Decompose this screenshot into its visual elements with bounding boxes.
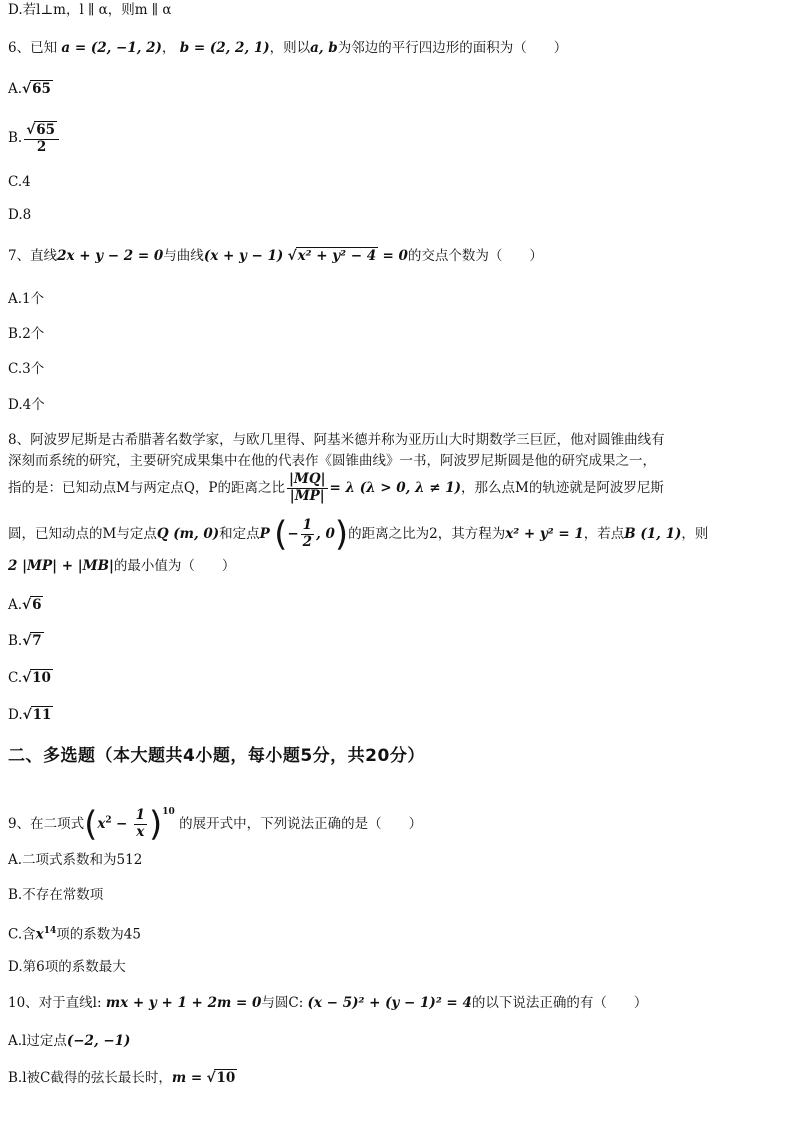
sqrt-icon: √ [206, 1070, 216, 1086]
q8-option-d-label: D. [8, 707, 23, 723]
q7-option-b [8, 324, 786, 344]
minus-sign: − [287, 526, 299, 542]
q8-option-b-label: B. [8, 633, 23, 649]
q10-option-b-radicand: 10 [216, 1070, 236, 1086]
q7-option-d-text: D.4个 [8, 397, 45, 413]
q8-option-d [8, 705, 786, 725]
q7-curve-left: (x + y − 1) [203, 248, 284, 264]
q7-option-a-text: A.1个 [8, 291, 45, 307]
q7-curve-right: = 0 [382, 248, 408, 264]
q9-fraction [134, 808, 147, 840]
section-heading [8, 746, 786, 766]
q9-option-c-x: x [35, 926, 44, 943]
q6-option-d-text: D.8 [8, 207, 32, 223]
q6-option-b-radicand: 65 [36, 122, 56, 139]
q8-line-3 [8, 468, 786, 508]
q7-curve-radicand: x² + y² − 4 [297, 248, 377, 264]
q9-frac-denominator: x [136, 824, 145, 840]
q8-ratio-numerator: |MQ| [288, 471, 326, 488]
q9-option-a [8, 850, 786, 870]
q8-point-p-denominator: 2 [302, 534, 313, 550]
q8-point-p-letter: P [259, 526, 270, 542]
q9-stem-prefix: 在二项式 [30, 816, 85, 832]
q7-option-b-text: B.2个 [8, 326, 45, 342]
q8-point-b: B (1, 1) [624, 526, 682, 542]
sqrt-icon: √ [26, 122, 36, 139]
q8-option-b-radicand: 7 [32, 633, 42, 649]
q8-number: 8、 [8, 432, 31, 448]
q8-line-4 [8, 514, 786, 554]
q8-line-4-suffix: ，则 [681, 526, 709, 542]
q9-option-d-text: D.第6项的系数最大 [8, 959, 126, 975]
q7-stem [8, 246, 786, 266]
q8-line-5 [8, 556, 786, 576]
right-paren-icon: ) [334, 514, 349, 555]
q8-line-1-text: 阿波罗尼斯是古希腊著名数学家，与欧几里得、阿基米德并称为亚历山大时期数学三巨匠，他对圆锥曲线有 [30, 432, 665, 448]
q6-option-d [8, 205, 786, 225]
q7-number: 7、 [8, 248, 31, 264]
sqrt-icon: √ [22, 81, 32, 97]
q10-circle-equation: (x − 5)² + (y − 1)² = 4 [307, 995, 472, 1011]
q9-option-a-text: A.二项式系数和为512 [8, 852, 143, 868]
q9-option-c-prefix: C.含 [8, 926, 36, 943]
q7-stem-prefix: 直线 [30, 248, 58, 264]
q8-line-2-text: 深刻而系统的研究，主要研究成果集中在他的代表作《圆锥曲线》一书，阿波罗尼斯圆是他的研究成果之一， [8, 453, 656, 469]
q6-option-c-text: C.4 [8, 174, 31, 190]
q8-option-c-radicand: 10 [32, 670, 51, 686]
q10-option-a-point: (−2, −1) [66, 1033, 131, 1049]
q8-line-3-suffix: ，那么点M的轨迹就是阿波罗尼斯 [461, 480, 664, 496]
q7-option-c-text: C.3个 [8, 361, 45, 377]
q7-stem-mid: 与曲线 [163, 248, 204, 264]
q6-option-b-fraction [24, 121, 59, 155]
q8-line-4-mid3: ，若点 [583, 526, 625, 542]
q6-stem-prefix: 已知 [30, 40, 58, 56]
q6-option-c [8, 172, 786, 192]
sqrt-icon: √ [22, 670, 32, 686]
q6-stem-mid: ，则以 [269, 40, 311, 56]
q6-option-a-label: A. [8, 81, 23, 97]
q10-stem [8, 993, 786, 1013]
q8-option-d-radicand: 11 [32, 707, 52, 723]
q10-number: 10、 [8, 995, 39, 1011]
q6-vector-a: a = (2, −1, 2) [61, 40, 162, 56]
q9-option-b-text: B.不存在常数项 [8, 887, 104, 903]
q9-option-c-power: 14 [43, 926, 57, 936]
q9-expr-x: x [97, 816, 106, 832]
q6-option-a-radicand: 65 [32, 81, 51, 97]
q6-stem-suffix: 为邻边的平行四边形的面积为（ ） [337, 40, 568, 56]
q8-circle-equation: x² + y² = 1 [505, 526, 584, 542]
sqrt-icon: √ [22, 597, 32, 613]
left-paren-icon: ( [274, 514, 288, 555]
q7-stem-suffix: 的交点个数为（ ） [407, 248, 543, 264]
q9-option-c-suffix: 项的系数为45 [56, 926, 141, 943]
q10-line-equation: mx + y + 1 + 2m = 0 [105, 995, 262, 1011]
q8-option-a-label: A. [8, 597, 23, 613]
q9-minus: − [115, 816, 128, 832]
q9-option-c [8, 921, 786, 945]
q6-ab: a, b [310, 40, 338, 56]
q9-square-exponent: 2 [105, 815, 112, 826]
q8-option-b [8, 631, 786, 651]
q6-number: 6、 [8, 40, 31, 56]
q8-point-q: Q (m, 0) [156, 526, 220, 542]
q10-option-b-expression: m = [171, 1070, 203, 1086]
q5-option-d [8, 0, 786, 20]
q8-line-4-mid2: 的距离之比为2，其方程为 [348, 526, 506, 542]
q8-point-p-fraction [301, 518, 314, 550]
q10-option-a-prefix: A.l过定点 [8, 1033, 67, 1049]
q8-line-3-prefix: 指的是：已知动点M与两定点Q，P的距离之比 [8, 480, 285, 496]
q6-option-a [8, 79, 786, 99]
q6-option-b [8, 118, 786, 158]
sqrt-icon: √ [287, 248, 297, 264]
q8-ratio-denominator: |MP| [289, 488, 325, 504]
q7-line-equation: 2x + y − 2 = 0 [57, 248, 164, 264]
q5-option-d-text: D.若l⊥m，l ∥ α，则m ∥ α [8, 2, 172, 18]
q6-stem: 6、已知 a = (2, −1, 2)， b = (2, 2, 1)，则以a, b为邻边的平行四边形的面积为（ ） [8, 40, 568, 56]
q9-frac-numerator: 1 [135, 807, 145, 824]
q7-option-c [8, 359, 786, 379]
q7-option-d [8, 395, 786, 415]
q9-stem [8, 792, 786, 844]
q10-option-b [8, 1068, 786, 1088]
q10-stem-suffix: 的以下说法正确的有（ ） [471, 995, 648, 1011]
q8-option-a-radicand: 6 [32, 597, 42, 613]
q8-line-5-suffix: 的最小值为（ ） [113, 558, 236, 574]
q8-ratio-fraction [287, 472, 328, 504]
q10-stem-prefix: 对于直线l: [38, 995, 102, 1011]
q8-point-p-rest: , 0 [316, 526, 335, 542]
q8-ratio-equation: = λ (λ > 0, λ ≠ 1) [329, 480, 462, 496]
q8-option-c [8, 668, 786, 688]
q6-option-b-numerator [24, 121, 59, 140]
left-paren-icon: ( [84, 804, 98, 845]
q6-option-b-label: B. [8, 130, 23, 146]
q6-vector-b: b = (2, 2, 1) [179, 40, 270, 56]
q8-line-4-prefix: 圆，已知动点的M与定点 [8, 526, 157, 542]
q10-option-a [8, 1031, 786, 1051]
q9-option-d [8, 957, 786, 977]
q9-option-b [8, 885, 786, 905]
q8-option-c-label: C. [8, 670, 23, 686]
q10-option-b-prefix: B.l被C截得的弦长最长时， [8, 1070, 172, 1086]
q8-line-5-expression: 2 |MP| + |MB| [8, 558, 114, 574]
q9-number: 9、 [8, 816, 31, 832]
q8-point-p-numerator: 1 [302, 517, 313, 534]
q8-option-a [8, 595, 786, 615]
q10-stem-mid: 与圆C: [261, 995, 304, 1011]
right-paren-icon: ) [149, 804, 163, 845]
sqrt-icon: √ [22, 707, 32, 723]
q9-stem-suffix: 的展开式中，下列说法正确的是（ ） [179, 816, 423, 832]
q8-line-1 [8, 430, 786, 450]
q6-option-b-denominator: 2 [36, 139, 47, 155]
section-heading-text: 二、多选题（本大题共4小题，每小题5分，共20分） [8, 746, 425, 766]
q9-exponent: 10 [162, 807, 175, 817]
q8-line-4-mid1: 和定点 [219, 526, 260, 542]
q7-option-a [8, 289, 786, 309]
sqrt-icon: √ [22, 633, 32, 649]
